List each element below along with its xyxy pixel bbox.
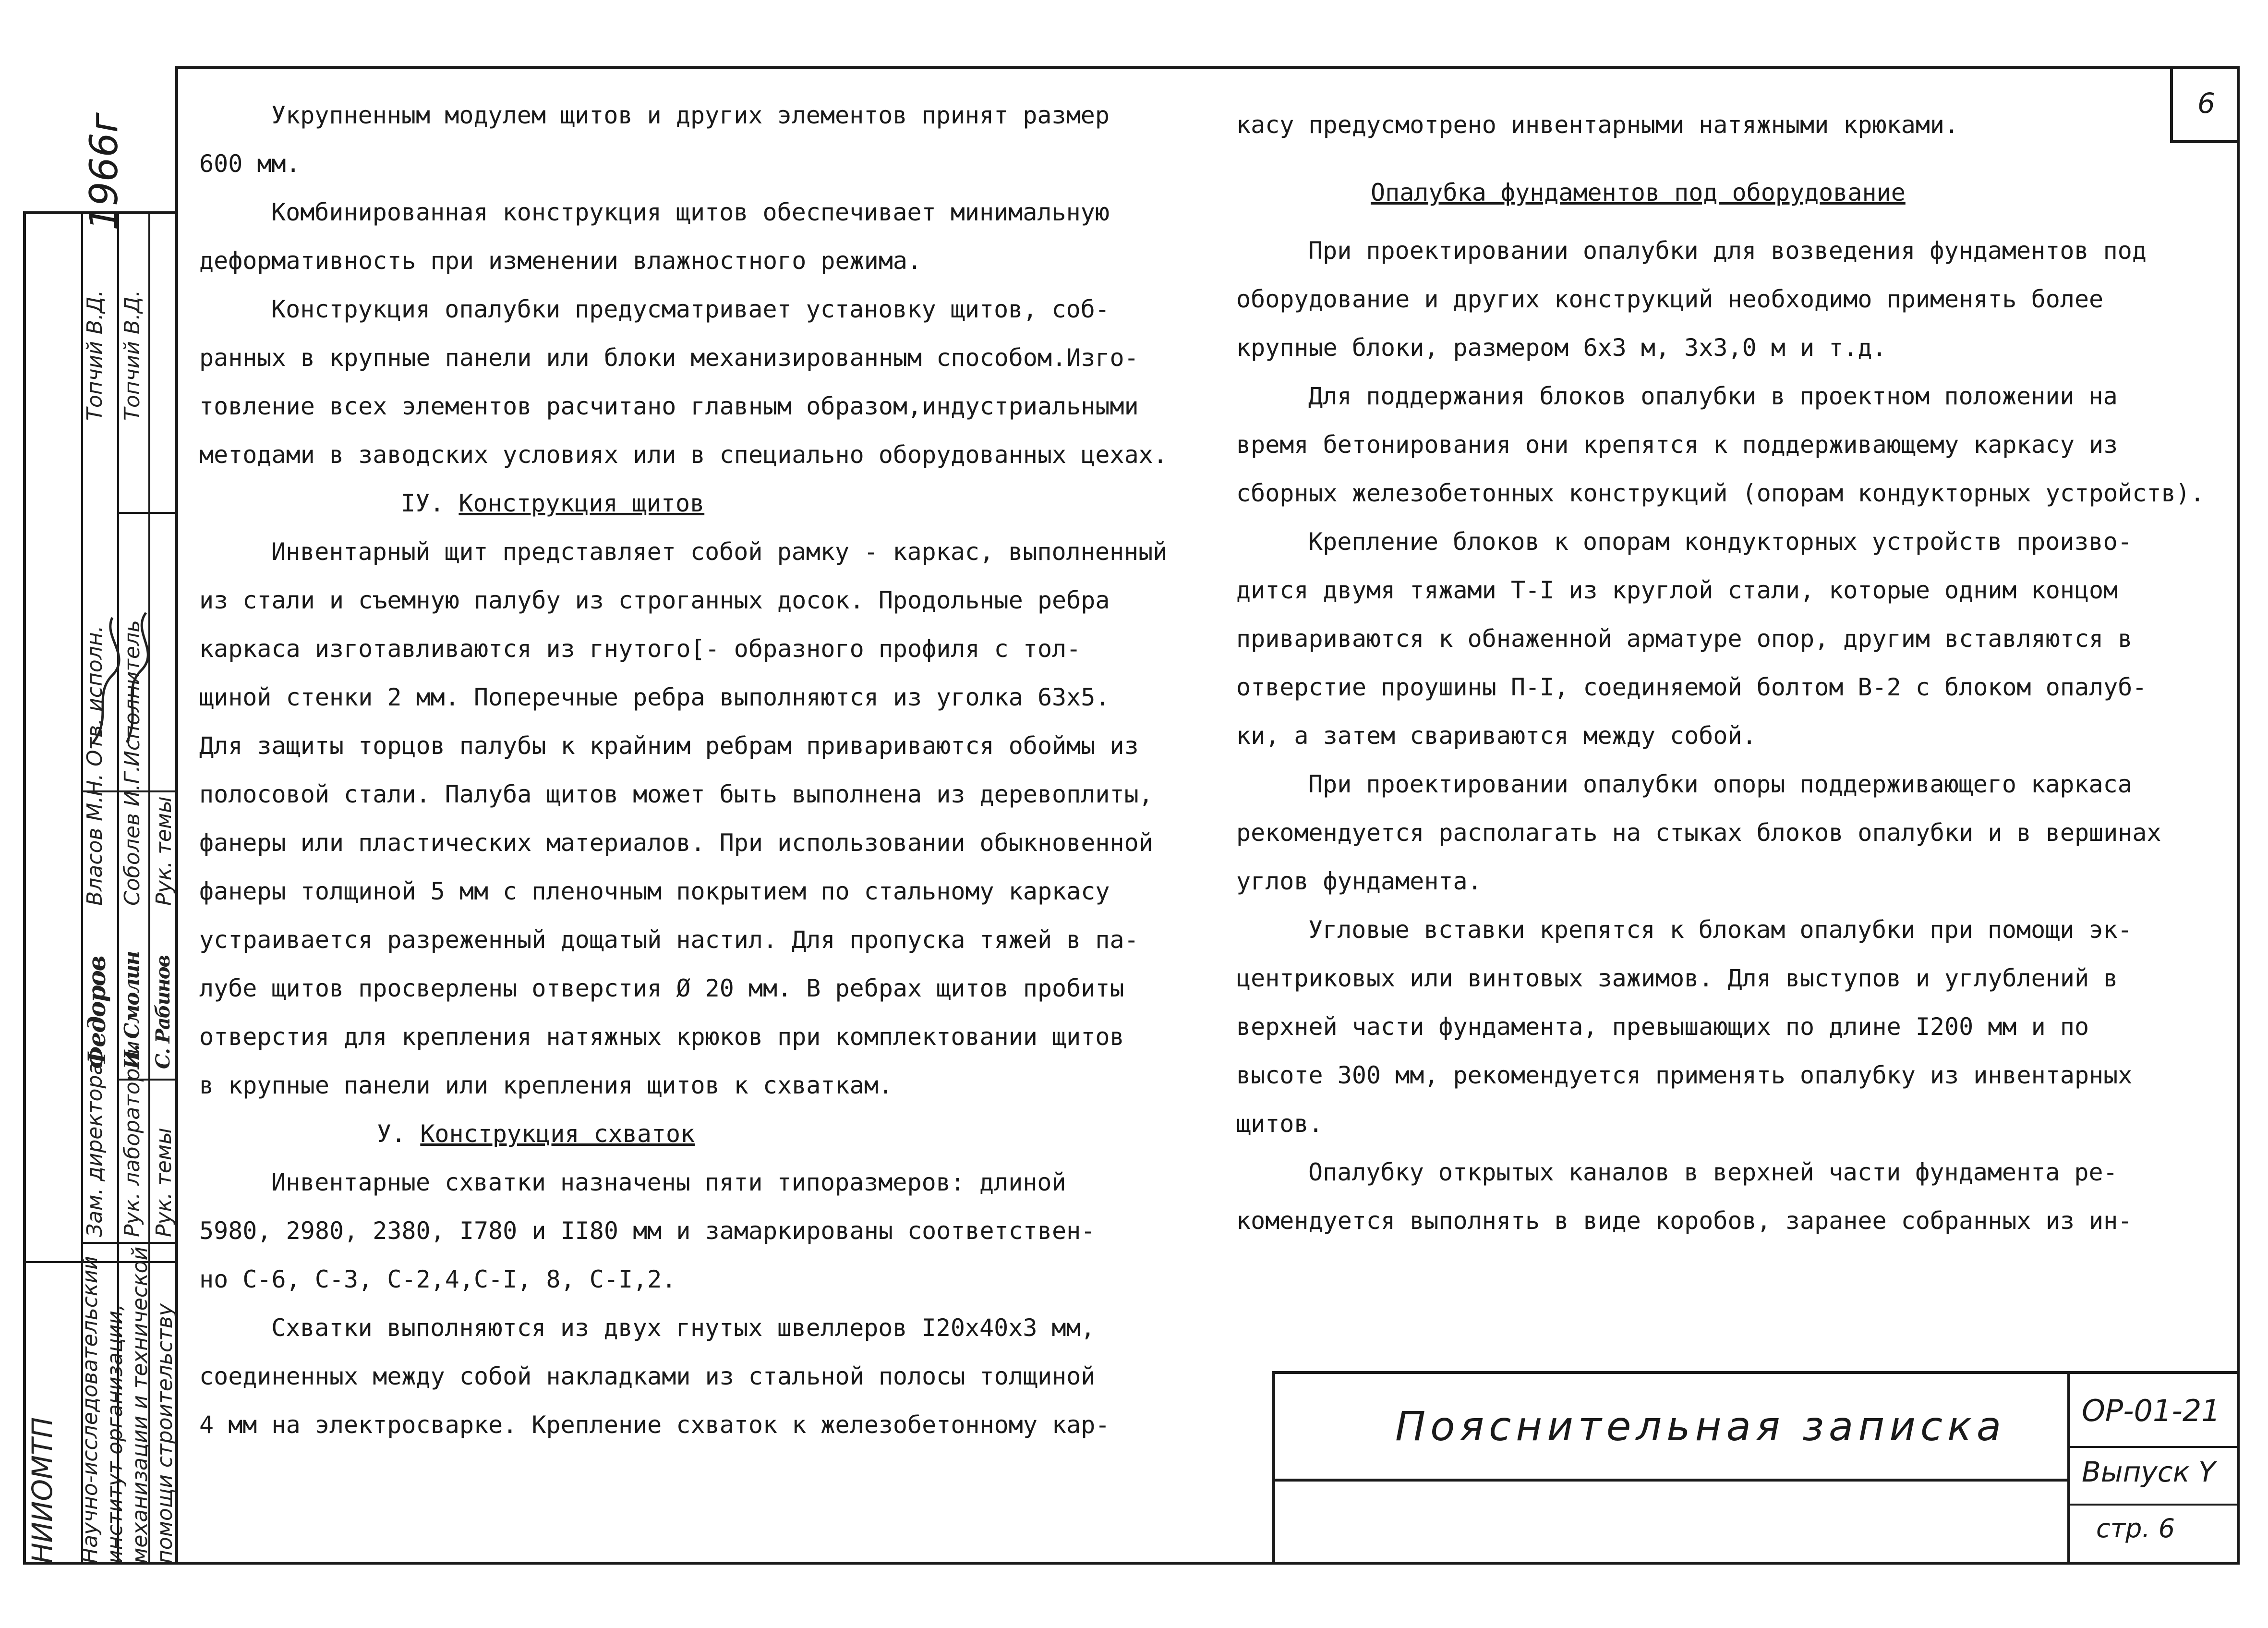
text-line: щитов. [1236, 1110, 1323, 1138]
position-lab-head: Рук. лаборатории [120, 1041, 145, 1237]
right-column [1236, 101, 2205, 1245]
year-note: 1966г [82, 112, 126, 231]
text-line: дится двумя тяжами Т-I из круглой стали, которые одним концом [1236, 576, 2118, 604]
position-deputy-director: Зам. директора [83, 1062, 107, 1237]
text-line: Крепление блоков к опорам кондукторных устройств произво- [1308, 528, 2132, 556]
issue-number: Выпуск Y [2082, 1456, 2216, 1488]
text-line: Опалубку открытых каналов в верхней части фундамента ре- [1308, 1158, 2118, 1186]
section-heading-iv: IУ. Конструкция щитов [401, 489, 705, 517]
text-line: Для защиты торцов палубы к крайним ребрам привариваются обоймы из [199, 732, 1139, 760]
signature-1: Федоров [83, 956, 111, 1069]
signature-2: И. Смолин [120, 951, 144, 1069]
left-column [199, 91, 1168, 1449]
text-line: фанеры толщиной 5 мм с пленочным покрытием по стальному каркасу [199, 877, 1110, 905]
section-heading-foundations: Опалубка фундаментов под оборудование [1371, 179, 1906, 207]
text-line: отверстия для крепления натяжных крюков при комплектовании щитов [199, 1023, 1124, 1051]
text-line: привариваются к обнаженной арматуре опор, другим вставляются в [1236, 625, 2133, 653]
text-line: товление всех элементов расчитано главным образом,индустриальными [199, 392, 1139, 420]
text-line: Конструкция опалубки предусматривает установку щитов, соб- [271, 295, 1110, 323]
text-line: фанеры или пластических материалов. При использовании обыкновенной [199, 829, 1153, 857]
text-line: Укрупненным модулем щитов и других элементов принят размер [271, 101, 1110, 129]
text-line: полосовой стали. Палуба щитов может быть выполнена из деревоплиты, [199, 780, 1153, 808]
signature-3: С. Рабинов [152, 956, 174, 1069]
text-line: При проектировании опалубки для возведения фундаментов под [1308, 237, 2147, 265]
text-line: Угловые вставки крепятся к блокам опалубки при помощи эк- [1308, 916, 2132, 944]
document-title: Пояснительная записка [1395, 1403, 2006, 1450]
text-line: деформативность при изменении влажностного режима. [199, 247, 922, 275]
role-resp-exec: Отв. исполн. [83, 625, 107, 766]
text-line: Инвентарный щит представляет собой рамку - каркас, выполненный [271, 538, 1168, 566]
text-line: методами в заводских условиях или в специально оборудованных цехах. [199, 441, 1168, 469]
text-line: в крупные панели или крепления щитов к схваткам. [199, 1071, 893, 1099]
text-line: соединенных между собой накладками из стальной полосы толщиной [199, 1362, 1096, 1390]
text-line: крупные блоки, размером 6х3 м, 3х3,0 м и т.д. [1236, 334, 1887, 362]
text-line: 600 мм. [199, 150, 301, 178]
text-line: устраивается разреженный дощатый настил. Для пропуска тяжей в па- [199, 926, 1139, 954]
org-name: НИИОМТП [26, 1417, 59, 1564]
role-executor: Исполнитель [120, 620, 145, 766]
text-line: Инвентарные схватки назначены пяти типоразмеров: длиной [271, 1168, 1066, 1196]
text-line: 5980, 2980, 2380, I780 и II80 мм и замаркированы соответствен- [199, 1217, 1096, 1245]
text-line: Для поддержания блоков опалубки в проектном положении на [1308, 382, 2118, 410]
name-topchiy-1: Топчий В.Д. [83, 290, 107, 421]
signature-scribbles [84, 598, 175, 757]
name-sobolev: Соболев И.Г. [120, 765, 145, 906]
text-line: верхней части фундамента, превышающих по длине I200 мм и по [1236, 1013, 2089, 1041]
text-line: комендуется выполнять в виде коробов, заранее собранных из ин- [1236, 1207, 2133, 1235]
text-line: рекомендуется располагать на стыках блоков опалубки и в вершинах [1236, 819, 2161, 847]
text-line: Комбинированная конструкция щитов обеспечивает минимальную [271, 198, 1110, 226]
text-line: время бетонирования они крепятся к поддерживающему каркасу из [1236, 431, 2118, 459]
text-line: лубе щитов просверлены отверстия Ø 20 мм. В ребрах щитов пробиты [199, 974, 1124, 1002]
position-topic-head: Рук. темы [152, 1128, 176, 1237]
text-line: сборных железобетонных конструкций (опорам кондукторных устройств). [1236, 479, 2205, 507]
text-line: щиной стенки 2 мм. Поперечные ребра выполняются из уголка 63х5. [199, 683, 1110, 711]
text-line: ранных в крупные панели или блоки механизированным способом.Изго- [199, 344, 1139, 372]
text-line: но С-6, С-3, С-2,4,С-I, 8, С-I,2. [199, 1265, 676, 1293]
name-topchiy-2: Топчий В.Д. [120, 290, 145, 421]
name-vlasov: Власов М.Н. [83, 773, 107, 906]
text-line: При проектировании опалубки опоры поддерживающего каркаса [1308, 770, 2132, 798]
text-line: отверстие проушины П-I, соединяемой болтом В-2 с блоком опалуб- [1236, 673, 2147, 701]
page-number: 6 [2197, 87, 2215, 120]
text-line: касу предусмотрено инвентарными натяжными крюками. [1236, 111, 1959, 139]
text-line: оборудование и других конструкций необходимо применять более [1236, 285, 2104, 313]
text-line: углов фундамента. [1236, 867, 1482, 895]
section-heading-v: У. Конструкция схваток [377, 1120, 695, 1148]
title-block [1272, 1371, 2240, 1565]
role-topic-head-2: Рук. темы [152, 796, 176, 906]
org-line-2: институт организации, [103, 1304, 127, 1564]
approval-stamp [23, 211, 175, 1565]
org-line-4: помощи строительству [153, 1303, 177, 1564]
org-line-3: механизации и технической [128, 1246, 152, 1564]
text-line: центриковых или винтовых зажимов. Для выступов и углублений в [1236, 964, 2118, 992]
text-line: ки, а затем свариваются между собой. [1236, 722, 1757, 750]
text-line: высоте 300 мм, рекомендуется применять опалубку из инвентарных [1236, 1061, 2133, 1089]
text-line: Схватки выполняются из двух гнутых швеллеров I20х40х3 мм, [271, 1314, 1095, 1342]
org-line-1: Научно-исследовательский [78, 1256, 102, 1564]
document-code: ОР-01-21 [2082, 1393, 2220, 1428]
text-line: из стали и съемную палубу из строганных досок. Продольные ребра [199, 586, 1110, 614]
text-line: 4 мм на электросварке. Крепление схваток к железобетонному кар- [199, 1411, 1110, 1439]
sheet-number: стр. 6 [2096, 1513, 2175, 1543]
text-line: каркаса изготавливаются из гнутого[- образного профиля с тол- [199, 635, 1081, 663]
